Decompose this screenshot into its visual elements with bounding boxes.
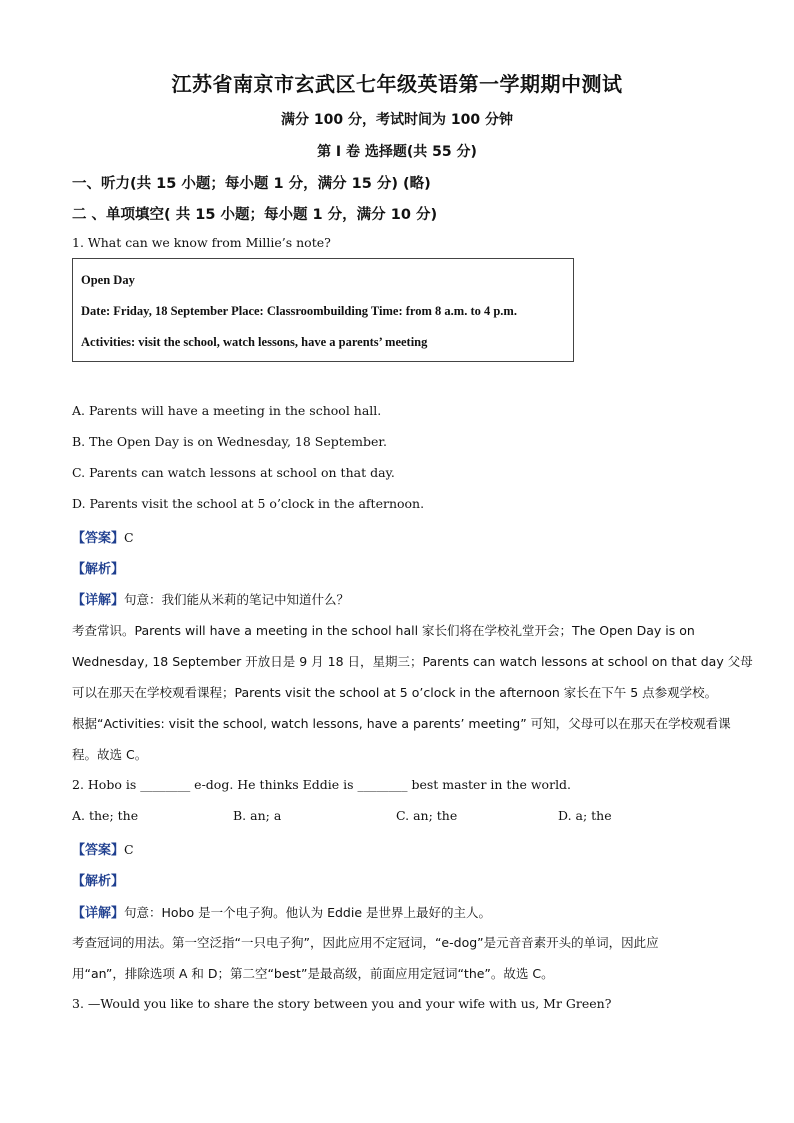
note-box [72, 258, 574, 362]
answer-tag: 【答案】 [72, 531, 125, 546]
analysis-tag: 【解析】 [72, 874, 125, 889]
score-time-subtitle: 满分 100 分，考试时间为 100 分钟 [281, 112, 513, 128]
q1-option-b: B. The Open Day is on Wednesday, 18 September. [72, 434, 387, 449]
q1-explanation-line: 考查常识。Parents will have a meeting in the school hall 家长们将在学校礼堂开会；The Open Day is on [72, 623, 695, 638]
q2-explanation-line: 用“an”，排除选项 A 和 D；第二空“best”是最高级，前面应用定冠词“the”。故选 C。 [72, 966, 554, 981]
q1-explanation-line: 程。故选 C。 [72, 747, 148, 762]
q2-option-c: C. an; the [396, 808, 458, 823]
answer-value: C [124, 842, 134, 857]
q1-answer [72, 527, 134, 546]
q2-detail [72, 902, 491, 921]
page-title: 江苏省南京市玄武区七年级英语第一学期期中测试 [171, 72, 623, 96]
q2-stem: 2. Hobo is ________ e-dog. He thinks Eddie is ________ best master in the world. [72, 777, 572, 792]
q2-analysis [72, 870, 124, 889]
q1-stem: 1. What can we know from Millie’s note? [72, 235, 331, 250]
note-title: Open Day [81, 273, 135, 287]
q1-option-c: C. Parents can watch lessons at school on that day. [72, 465, 395, 480]
note-activities: Activities: visit the school, watch lessons, have a parents’ meeting [81, 335, 428, 349]
answer-value: C [124, 530, 134, 545]
q1-explanation-line: 根据“Activities: visit the school, watch lessons, have a parents’ meeting” 可知，父母可以在那天在学校观看课 [72, 716, 731, 731]
section-listening: 一、听力(共 15 小题；每小题 1 分，满分 15 分) (略) [72, 176, 431, 192]
part-heading: 第 I 卷 选择题(共 55 分) [317, 144, 477, 160]
q1-analysis [72, 558, 124, 577]
q1-detail [72, 589, 349, 608]
detail-text: 句意：我们能从米莉的笔记中知道什么？ [124, 592, 350, 607]
q1-option-d: D. Parents visit the school at 5 o’clock in the afternoon. [72, 496, 425, 511]
detail-tag: 【详解】 [72, 906, 125, 921]
section-single-choice: 二 、单项填空( 共 15 小题；每小题 1 分，满分 10 分) [72, 207, 438, 223]
analysis-tag: 【解析】 [72, 562, 125, 577]
q2-option-b: B. an; a [233, 808, 282, 823]
detail-tag: 【详解】 [72, 593, 125, 608]
q2-option-a: A. the; the [72, 808, 139, 823]
q2-explanation-line: 考查冠词的用法。第一空泛指“一只电子狗”，因此应用不定冠词，“e-dog”是元音音素开头的单词，因此应 [72, 935, 659, 950]
note-details: Date: Friday, 18 September Place: Classroombuilding Time: from 8 a.m. to 4 p.m. [81, 304, 517, 318]
q1-option-a: A. Parents will have a meeting in the school hall. [72, 403, 382, 418]
answer-tag: 【答案】 [72, 843, 125, 858]
q1-explanation-line: 可以在那天在学校观看课程；Parents visit the school at 5 o’clock in the afternoon 家长在下午 5 点参观学校。 [72, 685, 718, 700]
q3-stem: 3. —Would you like to share the story between you and your wife with us, Mr Green? [72, 996, 612, 1011]
q2-answer [72, 839, 134, 858]
detail-text: 句意：Hobo 是一个电子狗。他认为 Eddie 是世界上最好的主人。 [124, 905, 491, 920]
q1-explanation-line: Wednesday, 18 September 开放日是 9 月 18 日，星期三；Parents can watch lessons at school on that day 父母 [72, 654, 753, 669]
q2-option-d: D. a; the [558, 808, 612, 823]
